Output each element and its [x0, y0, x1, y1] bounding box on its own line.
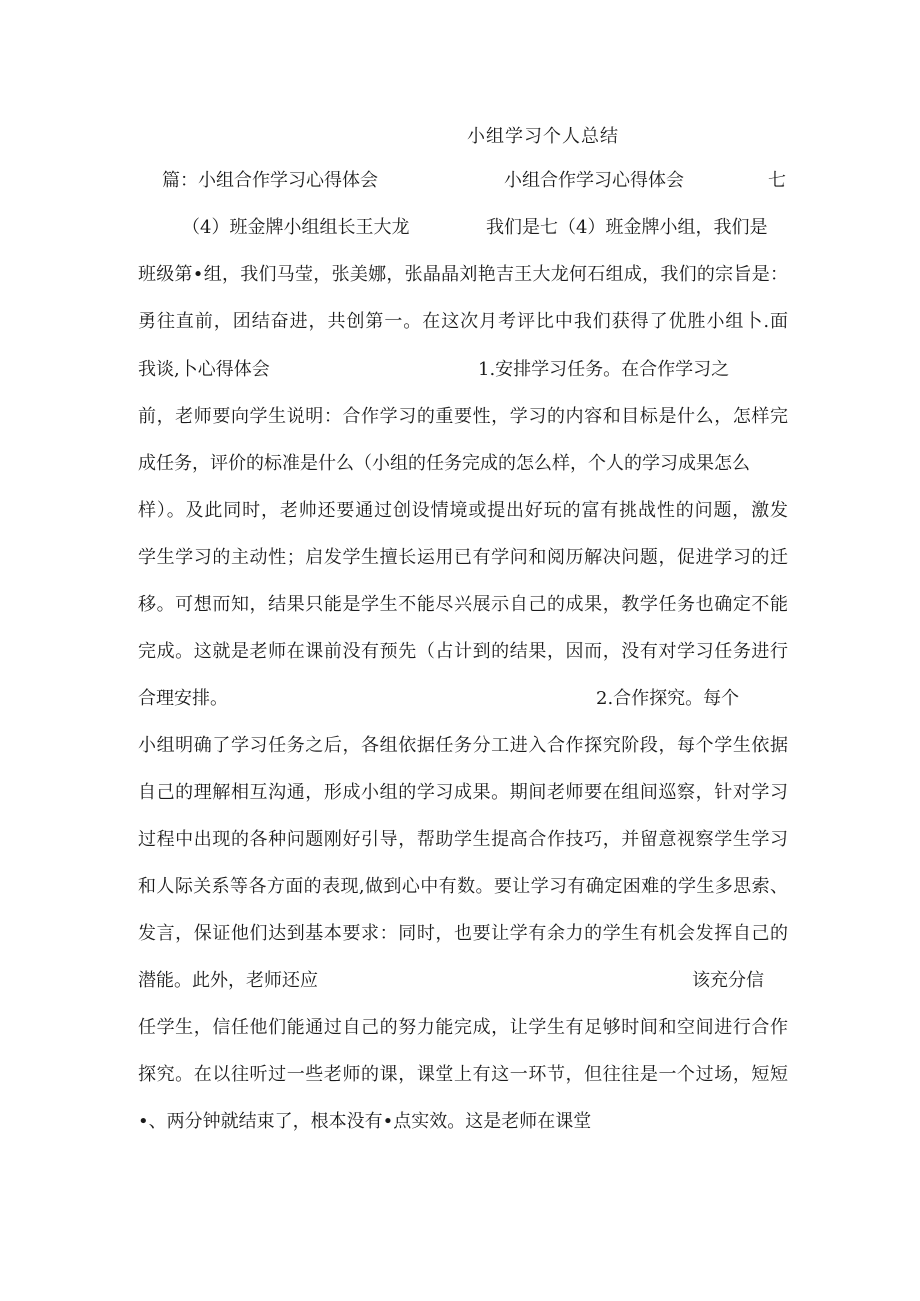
text-segment: 七 [768, 170, 786, 191]
text-segment: 我们是七（4）班金牌小组，我们是 [486, 217, 768, 238]
text-line [138, 168, 788, 194]
text-line [138, 357, 788, 383]
text-segment: 我谈,卜心得体会 [138, 359, 270, 380]
text-line: 探究。在以往听过一些老师的课，课堂上有这一环节，但往往是一个过场，短短 [138, 1064, 788, 1085]
text-segment: 合理安排。 [138, 688, 228, 709]
text-segment: （4）班金牌小组组长王大龙 [182, 217, 410, 238]
text-segment: 该充分信 [692, 970, 764, 991]
text-line: 发言，保证他们达到基本要求：同时，也要让学有余力的学生有机会发挥自己的 [138, 923, 788, 944]
page-title: 小组学习个人总结 [467, 126, 619, 147]
text-line: 任学生，信任他们能通过自己的努力能完成，让学生有足够时间和空间进行合作 [138, 1017, 788, 1038]
text-line: 学生学习的主动性；启发学生擅长运用已有学问和阅历解决问题，促进学习的迁 [138, 547, 788, 568]
text-segment: 潜能。此外，老师还应 [138, 970, 318, 991]
text-line: 完成。这就是老师在课前没有预先（占计到的结果，因而，没有对学习任务进行 [138, 641, 788, 662]
text-line: 移。可想而知，结果只能是学生不能尽兴展示自己的成果，教学任务也确定不能 [138, 594, 788, 615]
text-line: 成任务，评价的标准是什么（小组的任务完成的怎么样，个人的学习成果怎么 [138, 453, 750, 474]
text-line [138, 215, 788, 241]
text-segment: 小组合作学习心得体会 [504, 170, 684, 191]
text-line: 样）。及此同时，老帅还要通过创设情境或提出好玩的富有挑战性的问题，激发 [138, 500, 788, 521]
text-line [138, 968, 788, 994]
text-line: 过程中出现的各种问题刚好引导，帮助学生提高合作技巧，并留意视察学生学习 [138, 829, 788, 850]
text-line: 自己的理解相互沟通，形成小组的学习成果。期间老师要在组间巡察，针对学习 [138, 782, 788, 803]
text-segment: 1.安排学习任务。在合作学习之 [478, 359, 730, 380]
text-line: •、两分钟就结束了，根本没有•点实效。这是老师在课堂 [138, 1111, 592, 1132]
text-line: 和人际关系等各方面的表现,做到心中有数。要让学习有确定困难的学生多思索、 [138, 876, 788, 897]
text-segment: 篇：小组合作学习心得体会 [162, 170, 378, 191]
text-line: 勇往直前，团结奋进，共创第一。在这次月考评比中我们获得了优胜小组卜.面 [138, 311, 788, 332]
text-segment: 2.合作探究。每个 [596, 688, 740, 709]
text-line: 前，老师要向学生说明：合作学习的重要性，学习的内容和目标是什么，怎样完 [138, 406, 788, 427]
text-line: 小组明确了学习任务之后，各组依据任务分工进入合作探究阶段，每个学生依据 [138, 735, 788, 756]
text-line: 班级第•组，我们马莹，张美娜，张晶晶刘艳吉王大龙何石组成，我们的宗旨是： [138, 264, 788, 285]
text-line [138, 686, 788, 712]
